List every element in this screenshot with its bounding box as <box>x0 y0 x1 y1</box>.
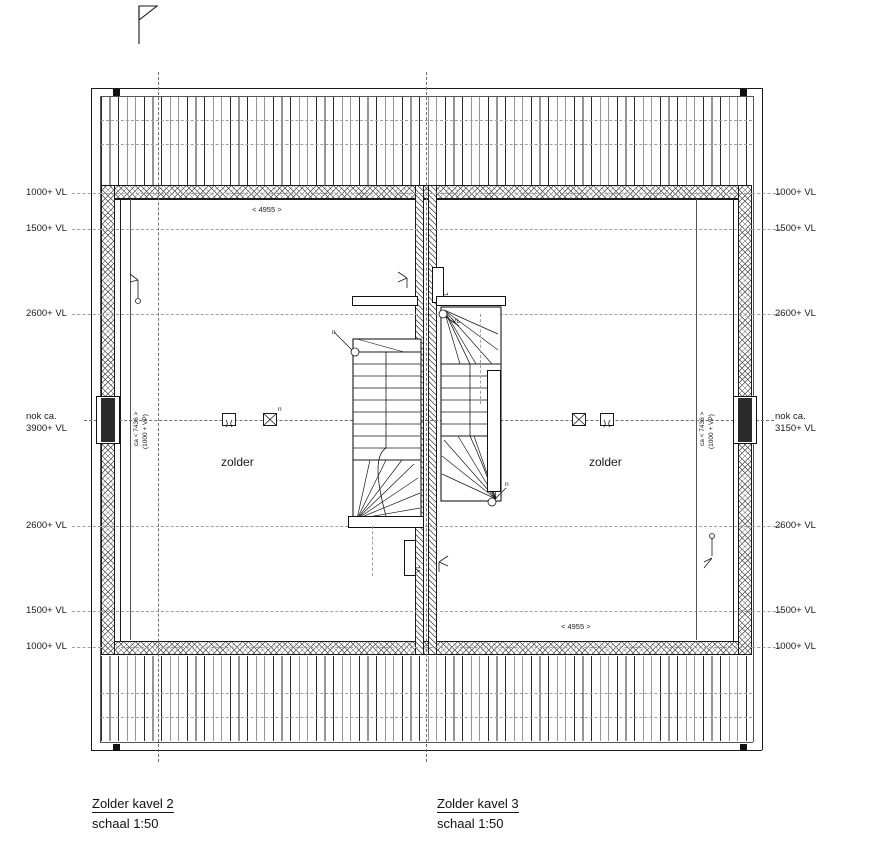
caption-title-left: Zolder kavel 2 <box>92 796 174 811</box>
outline-left <box>91 88 92 750</box>
symbol-label-left-n: n <box>278 406 282 413</box>
party-wall-centerline <box>426 72 427 762</box>
window-left-glass <box>101 398 115 442</box>
dim-line-left <box>130 199 131 640</box>
dim-left-vertical-sub: (1000 + VP) <box>142 414 149 449</box>
roof-dash-inner-right <box>480 314 481 404</box>
level-line-2600-bottom <box>101 526 752 527</box>
room-label-right: zolder <box>589 455 622 469</box>
level-label-left-3: 2600+ VL <box>26 520 67 531</box>
level-line-1500-top <box>101 229 752 230</box>
corner-marker-tr <box>740 89 747 96</box>
level-tick-l1 <box>72 193 101 194</box>
level-label-left-2: 2600+ VL <box>26 308 67 319</box>
ridge-label-left-line2: 3900+ VL <box>26 423 67 434</box>
electrical-symbol-right-bottom <box>702 528 724 575</box>
level-label-right-3: 2600+ VL <box>775 520 816 531</box>
electrical-symbol-center-top <box>396 270 416 295</box>
stair-right-header <box>436 296 506 306</box>
dim-line-right <box>696 199 697 640</box>
level-line-1500-bottom <box>101 611 752 612</box>
level-line-1000-top <box>101 193 752 194</box>
roof-dash-inner-left <box>372 526 373 576</box>
electrical-symbol-center-bottom <box>434 554 454 579</box>
stair-right-marker-bottom-label: n <box>505 481 509 488</box>
window-right-glass <box>738 398 752 442</box>
stair-right-marker-top-label: VL <box>452 318 460 325</box>
level-label-left-4: 1500+ VL <box>26 605 67 616</box>
room-label-left: zolder <box>221 455 254 469</box>
level-tick-l6 <box>72 647 101 648</box>
dim-left-vertical: ca < 7436 > <box>133 411 140 446</box>
ridge-label-left-line1: nok ca. <box>26 411 57 422</box>
caption-title-right: Zolder kavel 3 <box>437 796 519 811</box>
stair-right-side-wall <box>487 370 501 492</box>
grid-line-left <box>158 72 159 762</box>
level-tick-l2 <box>72 229 101 230</box>
electrical-symbol-left-top <box>128 272 150 317</box>
level-tick-l4 <box>72 526 101 527</box>
corner-marker-tl <box>113 89 120 96</box>
stair-left-header <box>352 296 418 306</box>
outline-right <box>762 88 763 750</box>
level-label-right-0: 1000+ VL <box>775 187 816 198</box>
corner-marker-br <box>740 744 747 751</box>
stair-right-leader-bottom <box>486 482 516 515</box>
dim-top-span: < 4955 > <box>252 205 282 214</box>
level-label-left-0: 1000+ VL <box>26 187 67 198</box>
ridge-label-right-line2: 3150+ VL <box>775 423 816 434</box>
dim-right-vertical-sub: (1000 + VP) <box>708 414 715 449</box>
level-tick-l5 <box>72 611 101 612</box>
level-label-right-1: 1500+ VL <box>775 223 816 234</box>
level-line-2600-top <box>101 314 752 315</box>
ridge-label-right-line1: nok ca. <box>775 411 806 422</box>
stair-left-landing <box>348 516 424 528</box>
level-label-right-2: 2600+ VL <box>775 308 816 319</box>
caption-scale-left: schaal 1:50 <box>92 816 159 831</box>
symbol-glyph-right-2 <box>602 415 612 433</box>
level-line-1000-bottom <box>101 647 752 648</box>
symbol-glyph-right-1 <box>572 413 586 431</box>
level-tick-l3 <box>72 314 101 315</box>
symbol-glyph-left-2 <box>263 413 277 431</box>
north-arrow-icon <box>135 4 165 51</box>
level-label-right-5: 1000+ VL <box>775 641 816 652</box>
dim-right-vertical: ca < 7436 > <box>699 411 706 446</box>
corner-marker-bl <box>113 744 120 751</box>
caption-scale-right: schaal 1:50 <box>437 816 504 831</box>
dim-bottom-span: < 4955 > <box>561 622 591 631</box>
level-label-left-1: 1500+ VL <box>26 223 67 234</box>
stair-left-marker-label: n <box>332 329 336 336</box>
door-code-bottom-label: VL <box>415 565 422 573</box>
staircase-left <box>352 338 422 525</box>
level-label-right-4: 1500+ VL <box>775 605 816 616</box>
symbol-glyph-left-1 <box>224 415 234 433</box>
ridge-centerline <box>84 420 774 421</box>
level-label-left-5: 1000+ VL <box>26 641 67 652</box>
